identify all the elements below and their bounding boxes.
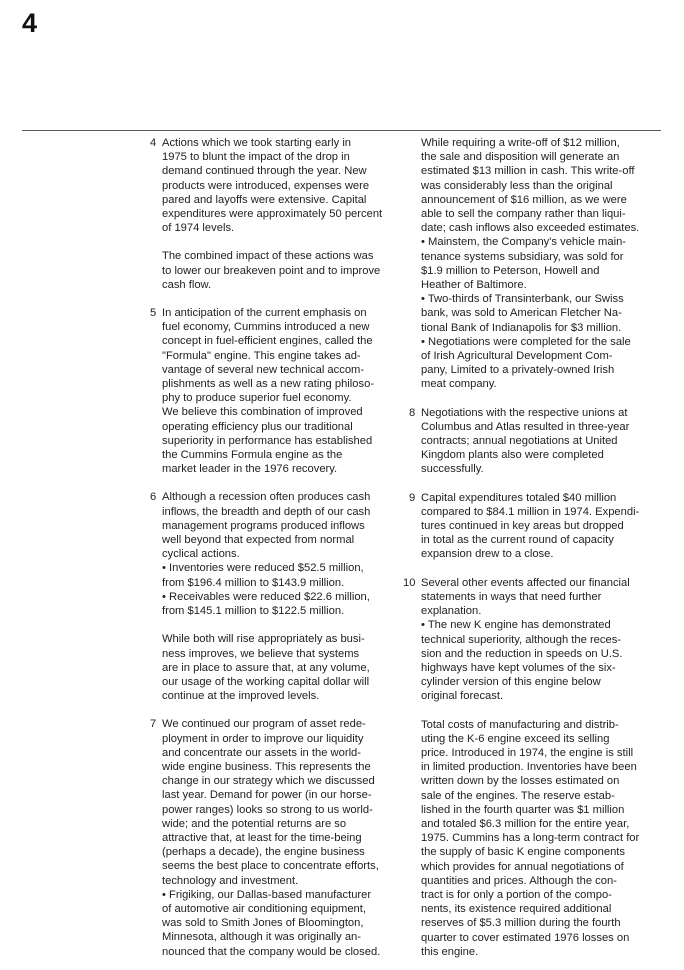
item-8 [409, 406, 661, 477]
item-9-paragraph-1: Capital expenditures totaled $40 million compared to $84.1 million in 1974. Expendi- tures continued in key areas but dropped in total as the current round of capacity expansion drew to a close. [421, 491, 640, 561]
item-number: 5 [150, 307, 157, 320]
right-column [403, 136, 661, 959]
header-rule [22, 130, 661, 131]
item-10-paragraph-2: Total costs of manufacturing and distrib- uting the K-6 engine exceed its selling price. Introduced in 1974, the engine is still in limited production. Inventories have been written down by the losses estimated on sale of the engines. The reserve estab- lished in the fourth quarter was $1 million and totaled $6.3 million for the entire year, 1975. Cummins has a long-term contract for the supply of basic K engine components which provides for annual negotiations of quantities and prices. Although the con- tract is for only a portion of the compo- nents, its existence required additional reserves of $5.3 million during the fourth quarter to cover estimated 1976 losses on this engine. [421, 718, 640, 958]
item-4-paragraph-1: Actions which we took starting early in 1975 to blunt the impact of the drop in demand continued through the year. New products were introduced, expenses were pared and layoffs were extensive. Capital expenditures were approximately 50 percent of 1974 levels. [162, 137, 383, 235]
item-5 [150, 306, 402, 476]
item-number: 10 [403, 576, 416, 589]
item-number: 9 [409, 491, 416, 504]
item-10 [403, 576, 661, 959]
item-4-paragraph-2: The combined impact of these actions was to lower our breakeven point and to improve cash flow. [162, 250, 381, 291]
item-number: 4 [150, 137, 157, 149]
item-number: 7 [150, 718, 157, 731]
item-6 [150, 490, 402, 703]
item-9 [409, 491, 661, 562]
item-6-paragraph-1: Although a recession often produces cash inflows, the breadth and depth of our cash management programs produced inflows well beyond that expected from normal cyclical actions. • Inventories were reduced $52.5 million, from $196.4 million to $143.9 million. • Receivables were reduced $22.6 million, from $145.1 million to $122.5 million. [162, 491, 371, 618]
item-4 [150, 136, 402, 292]
item-6-paragraph-2: While both will rise appropriately as busi- ness improves, we believe that systems are in place to assure that, at any volume, our usage of the working capital dollar will continue at the improved levels. [162, 633, 370, 703]
item-7-continued-paragraph: While requiring a write-off of $12 million, the sale and disposition will generate an estimated $13 million in cash. This write-off was considerably less than the original announcement of $16 million, as we were able to sell the company rather than liqui- date; cash inflows also exceeded estimates. • Mainstem, the Company's vehicle main- tenance systems subsidiary, was sold for $1.9 million to Peterson, Howell and Heather of Baltimore. • Two-thirds of Transinterbank, our Swiss bank, was sold to American Fletcher Na- tional Bank of Indianapolis for $3 million. • Negotiations were completed for the sale of Irish Agricultural Development Com- pany, Limited to a privately-owned Irish meat company. [421, 137, 640, 391]
page-number: 4 [22, 8, 38, 38]
item-number: 8 [409, 406, 416, 419]
item-7-continued [421, 136, 661, 392]
item-5-paragraph-1: In anticipation of the current emphasis on fuel economy, Cummins introduced a new concept in fuel-efficient engines, called the "Formula" engine. This engine takes ad- vantage of several new technical accom- plishments as well as a new rating philoso- phy to produce superior fuel economy. We believe this combination of improved operating efficiency plus our traditional superiority in performance has established the Cummins Formula engine as the market leader in the 1976 recovery. [162, 307, 375, 476]
item-10-paragraph-1: Several other events affected our financial statements in ways that need further explanation. • The new K engine has demonstrated technical superiority, although the reces- sion and the reduction in speeds on U.S. highways have kept volumes of the six- cylinder version of this engine below original forecast. [421, 576, 630, 703]
item-8-paragraph-1: Negotiations with the respective unions at Columbus and Atlas resulted in three-year contracts; annual negotiations at United Kingdom plants also were completed successfully. [421, 406, 630, 476]
item-7-paragraph-1: We continued our program of asset rede- ployment in order to improve our liquidity and concentrate our assets in the world- wide engine business. This represents the change in our strategy which we discussed last year. Demand for power (in our horse- power ranges) looks so strong to us world- wide; and the potential returns are so attractive that, at least for the time-being (perhaps a decade), the engine business seems the best place to concentrate efforts, technology and investment. • Frigiking, our Dallas-based manufacturer of automotive air conditioning equipment, was sold to Smith Jones of Bloomington, Minnesota, although it was originally an- nounced that the company would be closed. [162, 718, 381, 958]
left-column [150, 136, 402, 959]
item-7 [150, 717, 402, 958]
item-number: 6 [150, 491, 157, 504]
